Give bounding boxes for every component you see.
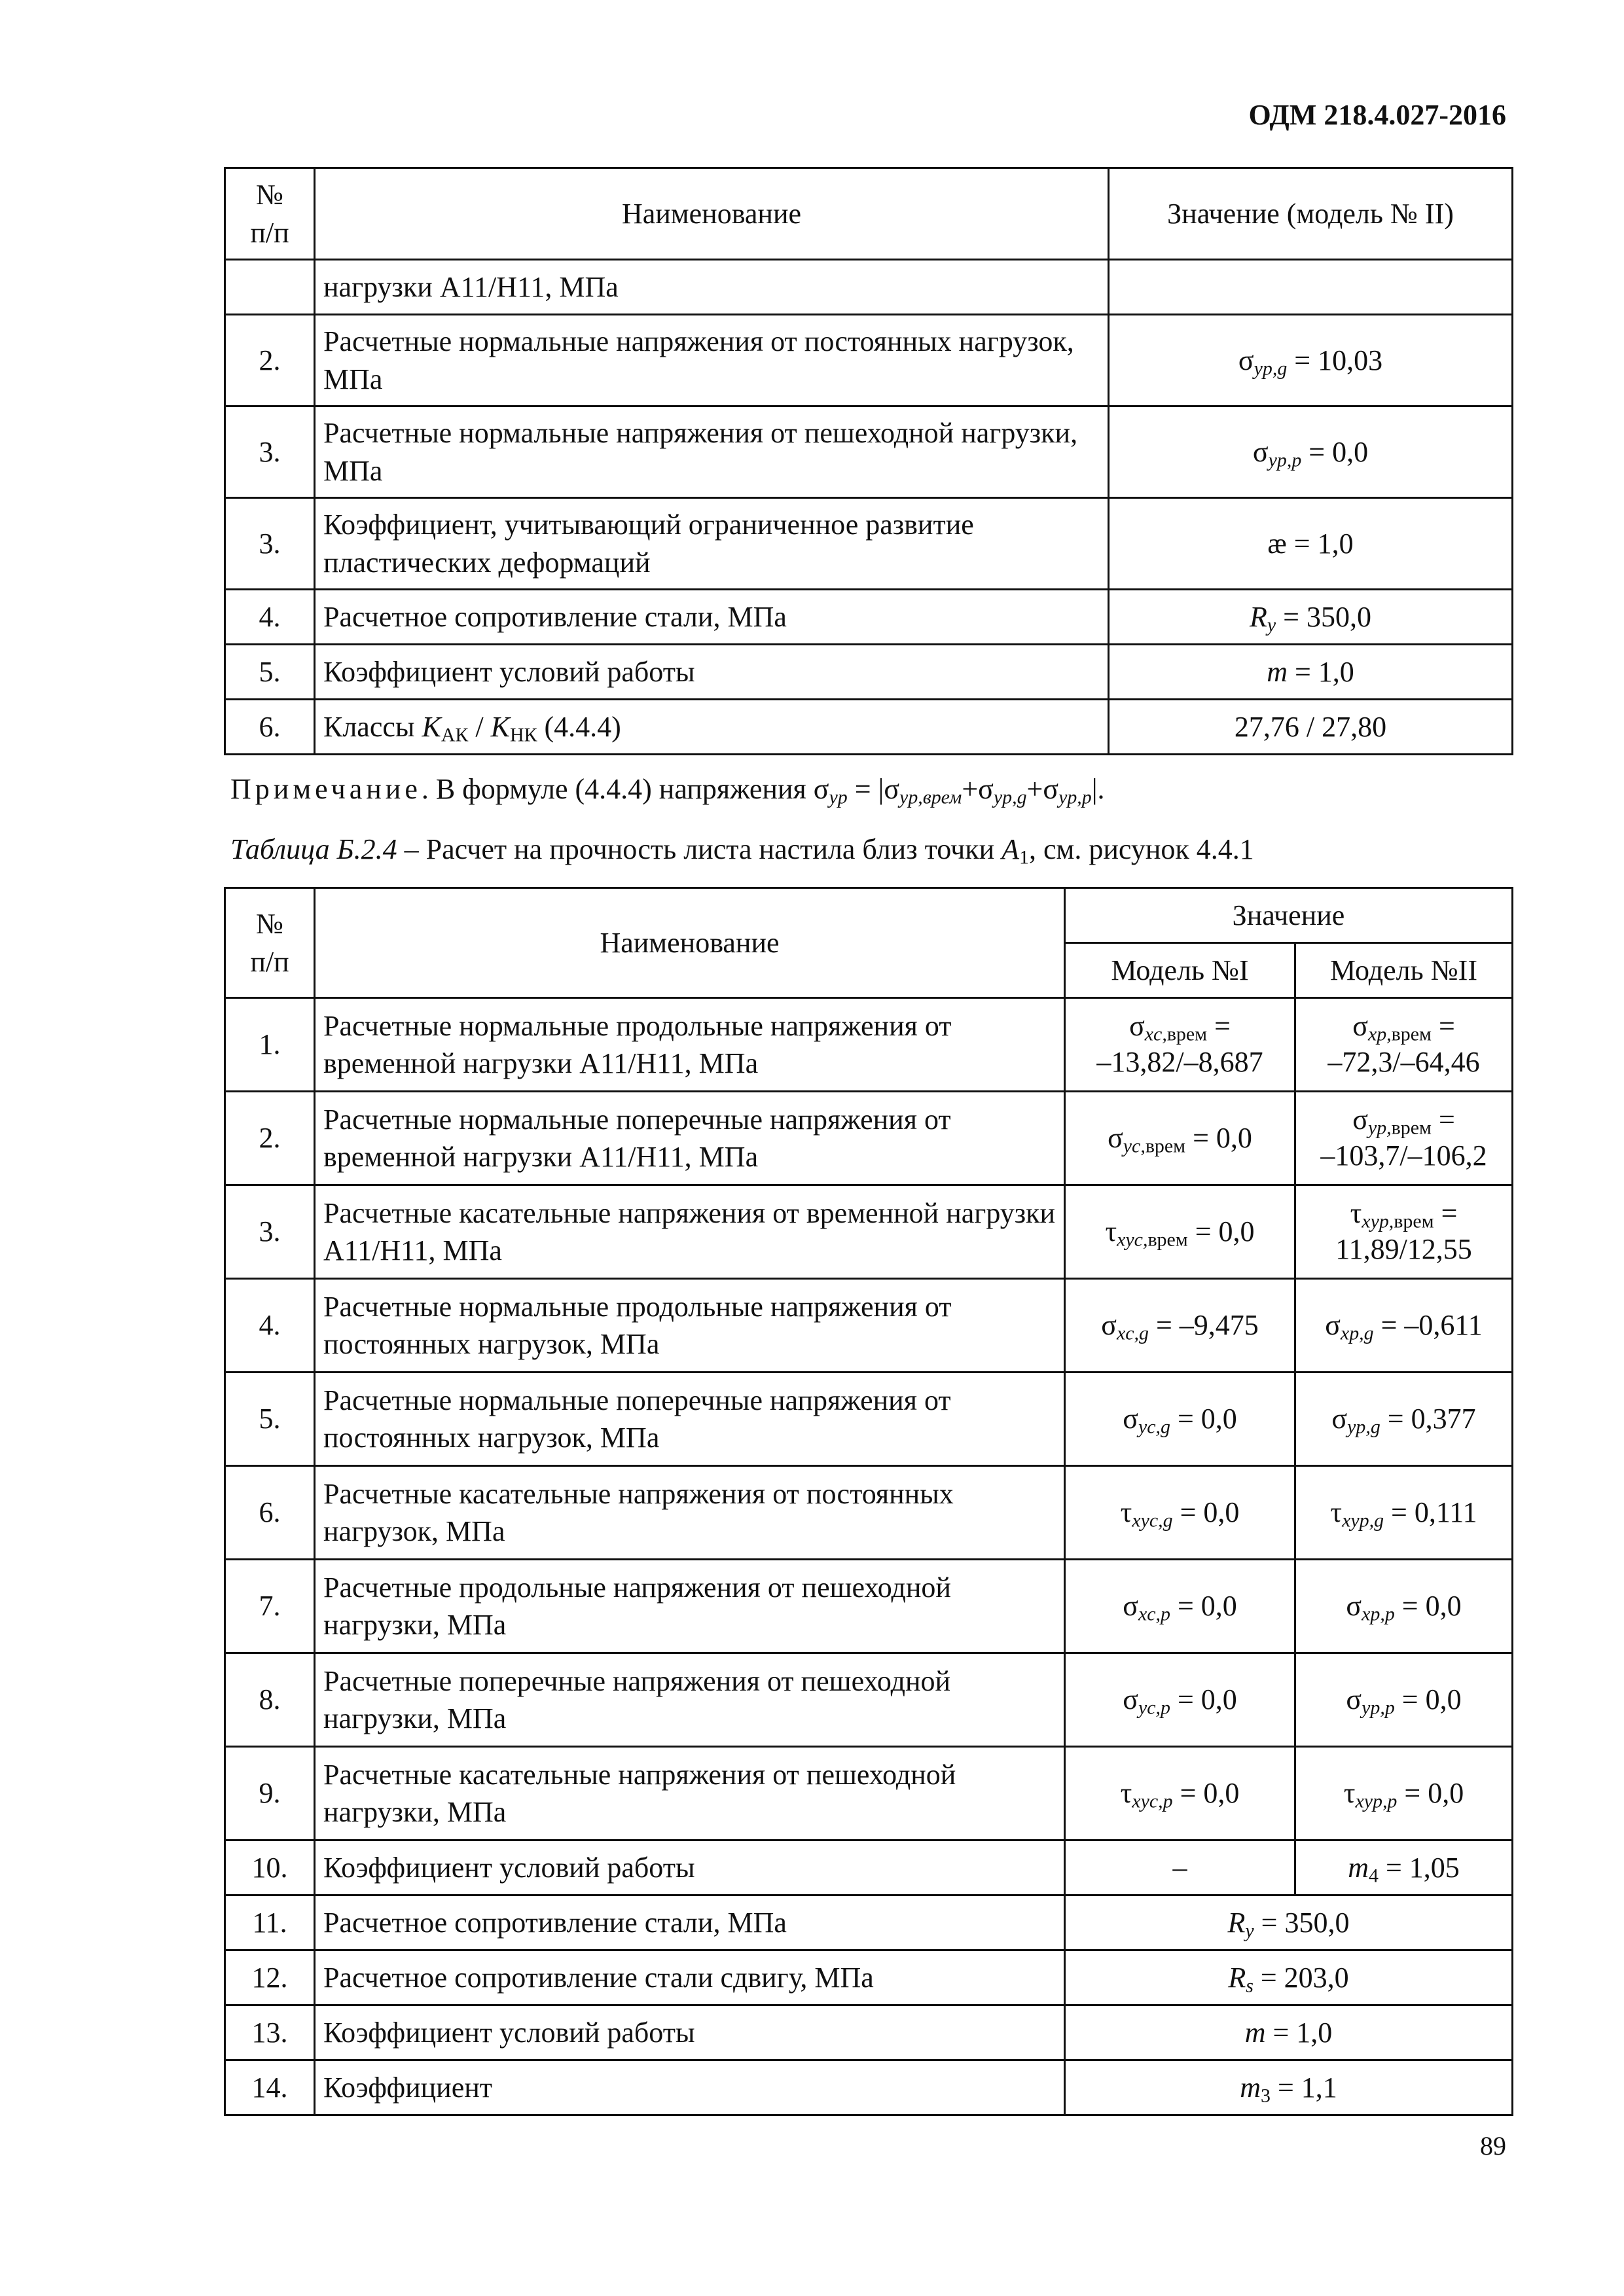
caption-point: A: [1001, 833, 1020, 865]
value-symbol: R: [1227, 1906, 1246, 1939]
value-subscript: yp,g: [1347, 1416, 1380, 1438]
formula-subscript: yp,p: [1058, 786, 1092, 808]
column-header-value: Значение: [1065, 888, 1513, 943]
row-value-model-1: [1065, 1560, 1295, 1653]
value-subscript-text: врем: [1391, 1023, 1432, 1045]
value-equals: = 0,0: [1170, 1683, 1237, 1716]
value-symbol: τ: [1120, 1777, 1132, 1810]
column-header-value: Значение (модель № II): [1109, 168, 1513, 260]
row-value-model-1: [1065, 1466, 1295, 1560]
value-equals: = 0,111: [1384, 1496, 1477, 1529]
value-number: = 350,0: [1254, 1906, 1350, 1939]
row-name: Расчетные поперечные напряжения от пешеходной нагрузки, МПа: [315, 1653, 1065, 1747]
value-expression: [1101, 1307, 1259, 1343]
value-line: [1101, 1309, 1259, 1344]
value-subscript: xyc,g: [1132, 1509, 1173, 1532]
value-subscript: 4: [1369, 1865, 1379, 1887]
row-value-model-1: [1065, 1653, 1295, 1747]
table-row: [225, 2060, 1513, 2115]
row-number: 4.: [225, 590, 315, 645]
value-expression: [1344, 1775, 1464, 1811]
table-row: [225, 1092, 1513, 1185]
table-row: [225, 1950, 1513, 2005]
value-line: [1123, 1590, 1237, 1625]
document-code: ОДМ 218.4.027-2016: [1248, 99, 1506, 131]
row-value-model-1: [1065, 1185, 1295, 1279]
value-symbol: m: [1267, 655, 1288, 688]
caption-title: Таблица Б.2.4: [230, 833, 397, 865]
value-symbol: σ: [1331, 1403, 1348, 1435]
table-row: [225, 1560, 1513, 1653]
value-symbol: σ: [1252, 435, 1269, 468]
row-name: Расчетные нормальные напряжения от постоянных нагрузок, МПа: [315, 315, 1109, 406]
value-number: = 1,0: [1287, 655, 1354, 688]
value-subscript: xp,p: [1362, 1603, 1395, 1625]
value-number: = 1,1: [1270, 2071, 1337, 2104]
row-name: Коэффициент, учитывающий ограниченное развитие пластических деформаций: [315, 498, 1109, 590]
value-equals: = –9,475: [1148, 1309, 1259, 1342]
row-value-model-1: [1065, 1372, 1295, 1466]
value-subscript: xyp,g: [1342, 1509, 1384, 1532]
value-line: [1108, 1122, 1252, 1157]
value-line: [1123, 1683, 1237, 1719]
caption-text-after: , см. рисунок 4.4.1: [1029, 833, 1254, 865]
row-number: 8.: [225, 1653, 315, 1747]
note-label: Примечание: [230, 773, 422, 805]
value-equals: =: [1434, 1197, 1458, 1230]
row-value-model-2: [1295, 1185, 1513, 1279]
value-line: [1325, 1309, 1483, 1344]
value-subscript: yp,p: [1362, 1696, 1395, 1719]
row-value-model-2: [1295, 1653, 1513, 1747]
value-expression: [1346, 1681, 1461, 1717]
formula-subscript: yp: [829, 786, 848, 808]
row-name: Расчетные нормальные продольные напряжения от временной нагрузки А11/Н11, МПа: [315, 998, 1065, 1092]
formula: $\sigma_{yp} = |\sigma_{yp,врем}+\sigma_{yp,g}+\sigma_{yp,p}|$.: [813, 773, 1105, 808]
row-number: 2.: [225, 315, 315, 406]
value-subscript-text: врем: [1166, 1023, 1208, 1045]
table-row: [225, 315, 1513, 406]
caption-point-subscript: 1: [1019, 846, 1029, 869]
value-symbol: R: [1250, 600, 1267, 633]
value-symbol: σ: [1346, 1683, 1362, 1716]
value-subscript: yp,p: [1268, 449, 1302, 471]
value-symbol: σ: [1238, 344, 1254, 376]
row-number: 5.: [225, 1372, 315, 1466]
value-line: [1346, 1590, 1462, 1625]
row-name: Расчетное сопротивление стали сдвигу, МПа: [315, 1950, 1065, 2005]
value-expression: [1121, 1775, 1240, 1811]
value-symbol: σ: [1101, 1309, 1117, 1342]
table-note: [230, 772, 1105, 806]
row-name: Расчетные касательные напряжения от временной нагрузки А11/Н11, МПа: [315, 1185, 1065, 1279]
value-subscript: y: [1267, 614, 1276, 636]
value-equals: = 0,0: [1172, 1777, 1240, 1810]
table-body: [225, 998, 1513, 1840]
value-subscript: s: [1246, 1975, 1254, 1997]
table-row: [225, 406, 1513, 498]
table-row: [225, 1279, 1513, 1372]
class-symbol: K: [422, 710, 441, 743]
value-line: [1105, 1215, 1255, 1251]
value-number: = 1,05: [1378, 1851, 1460, 1884]
value-expression: [1123, 1401, 1237, 1437]
value-equals: = 0,0: [1185, 1122, 1252, 1155]
table-caption: [230, 833, 1254, 869]
row-value-model-2: [1295, 1279, 1513, 1372]
value-equals: = –0,611: [1373, 1309, 1483, 1342]
row-name: Коэффициент условий работы: [315, 645, 1109, 700]
table-row: [225, 2005, 1513, 2060]
column-header-number: [225, 168, 315, 260]
value-expression: [1105, 1213, 1254, 1249]
row-name: Расчетное сопротивление стали, МПа: [315, 590, 1109, 645]
value-subscript: xp,g: [1340, 1322, 1374, 1344]
row-value-model-1: [1065, 1092, 1295, 1185]
value-line: [1352, 1103, 1455, 1139]
row-value: [1109, 645, 1513, 700]
row-name: Коэффициент условий работы: [315, 2005, 1065, 2060]
table-row: [225, 498, 1513, 590]
row-number: 14.: [225, 2060, 315, 2115]
row-value-model-1: [1065, 998, 1295, 1092]
row-number: 1.: [225, 998, 315, 1092]
note-text: . В формуле (4.4.4) напряжения: [421, 773, 814, 805]
formula-subscript: yp,g: [993, 786, 1027, 808]
value-line: [1343, 1777, 1464, 1812]
row-number: 12.: [225, 1950, 315, 2005]
value-line: [1350, 1197, 1458, 1232]
value-symbol: σ: [1346, 1590, 1362, 1623]
value-symbol: m: [1348, 1851, 1369, 1884]
class-subscript: НК: [509, 724, 537, 746]
class-symbol: K: [490, 710, 510, 743]
column-header-model-2: Модель №II: [1295, 943, 1513, 998]
row-name-prefix: Классы: [323, 710, 422, 743]
value-symbol: τ: [1330, 1496, 1343, 1529]
value-subscript: xc,g: [1116, 1322, 1149, 1344]
row-value-model-1: [1065, 1747, 1295, 1840]
value-expression: [1331, 1401, 1475, 1437]
value-line: [1123, 1403, 1237, 1438]
row-name: Расчетные нормальные продольные напряжения от постоянных нагрузок, МПа: [315, 1279, 1065, 1372]
row-value: [1109, 315, 1513, 406]
value-subscript: yp,g: [1254, 357, 1288, 380]
value-symbol: σ: [1352, 1010, 1368, 1043]
formula-subscript: yp,врем: [899, 786, 962, 808]
row-name: Расчетные продольные напряжения от пешеходной нагрузки, МПа: [315, 1560, 1065, 1653]
row-number: 6.: [225, 1466, 315, 1560]
value-subscript: xyc,p: [1132, 1790, 1173, 1812]
row-value-model-2: [1295, 998, 1513, 1092]
value-equals: = 0,0: [1170, 1403, 1237, 1435]
value-symbol: σ: [1123, 1683, 1138, 1716]
row-value-model-2: [1295, 1840, 1513, 1895]
value-equals: = 0,377: [1380, 1403, 1476, 1435]
row-name: Расчетные нормальные поперечные напряжения от временной нагрузки А11/Н11, МПа: [315, 1092, 1065, 1185]
value-subscript: xyc,: [1117, 1229, 1148, 1251]
class-subscript: АК: [441, 724, 469, 746]
row-name: Коэффициент: [315, 2060, 1065, 2115]
value-subscript: yc,p: [1138, 1696, 1170, 1719]
value-number: = 1,0: [1286, 527, 1354, 560]
page-number: 89: [1480, 2131, 1506, 2161]
row-number: 3.: [225, 498, 315, 590]
column-header-number-label: № п/п: [250, 908, 289, 978]
table-row: [225, 1372, 1513, 1466]
column-header-number: [225, 888, 315, 998]
value-equals: =: [1431, 1103, 1455, 1136]
row-value: [1109, 406, 1513, 498]
value-equals: = 0,0: [1172, 1496, 1240, 1529]
row-name: Расчетные нормальные поперечные напряжения от постоянных нагрузок, МПа: [315, 1372, 1065, 1466]
value-symbol: m: [1244, 2016, 1266, 2049]
value-symbol: σ: [1123, 1590, 1138, 1623]
value-symbol: R: [1228, 1961, 1246, 1994]
row-name: Расчетные касательные напряжения от постоянных нагрузок, МПа: [315, 1466, 1065, 1560]
value-equals: =: [1207, 1010, 1231, 1043]
value-expression: [1327, 1008, 1479, 1080]
row-name: Расчетные нормальные напряжения от пешеходной нагрузки, МПа: [315, 406, 1109, 498]
value-expression: [1335, 1195, 1472, 1267]
value-symbol: τ: [1105, 1215, 1117, 1248]
row-name: Расчетное сопротивление стали, МПа: [315, 1895, 1065, 1950]
value-line: [1331, 1403, 1476, 1438]
table-row: [225, 1747, 1513, 1840]
row-value: [1065, 2060, 1513, 2115]
row-value: [1065, 1950, 1513, 2005]
row-name: Коэффициент условий работы: [315, 1840, 1065, 1895]
table-row: [225, 1895, 1513, 1950]
row-value: [1065, 1895, 1513, 1950]
value-subscript: xp,: [1367, 1023, 1392, 1045]
row-number: 6.: [225, 700, 315, 755]
value-expression: [1123, 1681, 1237, 1717]
table-row: [225, 998, 1513, 1092]
parameters-table-model-2: [224, 167, 1513, 755]
value-number: = 203,0: [1253, 1961, 1349, 1994]
value-number: –103,7/–106,2: [1320, 1139, 1487, 1172]
row-number: 2.: [225, 1092, 315, 1185]
value-number: 11,89/12,55: [1335, 1233, 1472, 1266]
value-symbol: τ: [1343, 1777, 1356, 1810]
value-subscript-text: врем: [1147, 1229, 1188, 1251]
value-subscript-text: врем: [1145, 1135, 1186, 1157]
value-line: [1330, 1496, 1477, 1532]
table-header-row: [225, 888, 1513, 943]
value-expression: [1096, 1008, 1263, 1080]
value-subscript: yc,: [1123, 1135, 1146, 1157]
value-equals: = 0,0: [1394, 1590, 1462, 1623]
row-number: 13.: [225, 2005, 315, 2060]
table-row: [225, 1840, 1513, 1895]
value-subscript: y: [1245, 1920, 1254, 1942]
value-subscript: yp,: [1367, 1117, 1392, 1139]
deck-plate-strength-table: [224, 887, 1513, 2116]
value-subscript: xyp,: [1362, 1210, 1394, 1232]
value-number: = 10,03: [1287, 344, 1383, 376]
value-number: = 1,0: [1265, 2016, 1333, 2049]
value-symbol: m: [1240, 2071, 1261, 2104]
value-symbol: σ: [1129, 1010, 1145, 1043]
row-number: 3.: [225, 406, 315, 498]
value-equals: =: [1431, 1010, 1455, 1043]
caption-text: Расчет на прочность листа настила близ точки: [425, 833, 1002, 865]
row-value-model-1: –: [1065, 1840, 1295, 1895]
value-line: [1346, 1683, 1462, 1719]
value-symbol: σ: [1325, 1309, 1341, 1342]
table-row: [225, 645, 1513, 700]
value-expression: [1330, 1494, 1477, 1530]
row-number: 7.: [225, 1560, 315, 1653]
value-subscript: 3: [1261, 2085, 1271, 2107]
value-symbol: τ: [1120, 1496, 1132, 1529]
row-value-model-2: [1295, 1092, 1513, 1185]
value-number: –13,82/–8,687: [1096, 1046, 1263, 1079]
value-number: = 0,0: [1301, 435, 1369, 468]
value-symbol: æ: [1267, 527, 1287, 560]
column-header-name: Наименование: [315, 888, 1065, 998]
row-value-model-2: [1295, 1560, 1513, 1653]
row-value: 27,76 / 27,80: [1109, 700, 1513, 755]
value-expression: [1123, 1588, 1237, 1624]
row-value-model-1: [1065, 1279, 1295, 1372]
row-number: 5.: [225, 645, 315, 700]
value-expression: [1325, 1307, 1483, 1343]
caption-dash: –: [397, 833, 426, 865]
value-symbol: τ: [1350, 1197, 1362, 1230]
value-line: [1129, 1010, 1231, 1045]
row-name-suffix: (4.4.4): [537, 710, 621, 743]
value-subscript-text: врем: [1394, 1210, 1434, 1232]
value-symbol: σ: [1352, 1103, 1368, 1136]
column-header-name: Наименование: [315, 168, 1109, 260]
row-number: 3.: [225, 1185, 315, 1279]
row-number: 9.: [225, 1747, 315, 1840]
value-line: [1352, 1010, 1455, 1045]
row-number: [225, 260, 315, 315]
row-name: [315, 700, 1109, 755]
row-value: [1065, 2005, 1513, 2060]
value-equals: = 0,0: [1170, 1590, 1237, 1623]
row-value-model-2: [1295, 1466, 1513, 1560]
value-subscript: xyp,p: [1355, 1790, 1398, 1812]
table-row: [225, 1466, 1513, 1560]
table-row: [225, 260, 1513, 315]
table-row: [225, 1185, 1513, 1279]
value-expression: [1108, 1120, 1252, 1156]
row-value-model-2: [1295, 1747, 1513, 1840]
value-symbol: σ: [1108, 1122, 1123, 1155]
column-header-number-label: № п/п: [250, 179, 289, 249]
value-subscript: xc,p: [1138, 1603, 1170, 1625]
row-value: [1109, 590, 1513, 645]
value-equals: = 0,0: [1397, 1777, 1464, 1810]
slash: /: [468, 710, 491, 743]
value-subscript-text: врем: [1391, 1117, 1432, 1139]
table-row: [225, 1653, 1513, 1747]
table-row: [225, 590, 1513, 645]
row-number: 11.: [225, 1895, 315, 1950]
value-number: –72,3/–64,46: [1327, 1046, 1480, 1079]
value-expression: [1121, 1494, 1240, 1530]
column-header-model-1: Модель №I: [1065, 943, 1295, 998]
value-expression: [1346, 1588, 1461, 1624]
value-subscript: yc,g: [1138, 1416, 1170, 1438]
value-line: [1120, 1777, 1240, 1812]
row-value: [1109, 498, 1513, 590]
table-header-row: [225, 168, 1513, 260]
value-equals: = 0,0: [1394, 1683, 1462, 1716]
row-number: 10.: [225, 1840, 315, 1895]
value-line: [1120, 1496, 1240, 1532]
row-value: [1109, 260, 1513, 315]
value-symbol: σ: [1123, 1403, 1138, 1435]
row-number: 4.: [225, 1279, 315, 1372]
table-row: [225, 700, 1513, 755]
value-expression: [1320, 1102, 1487, 1174]
row-value-model-2: [1295, 1372, 1513, 1466]
value-subscript: xc,: [1144, 1023, 1167, 1045]
value-number: = 350,0: [1276, 600, 1371, 633]
row-name: Расчетные касательные напряжения от пешеходной нагрузки, МПа: [315, 1747, 1065, 1840]
row-name: нагрузки А11/Н11, МПа: [315, 260, 1109, 315]
value-equals: = 0,0: [1187, 1215, 1255, 1248]
